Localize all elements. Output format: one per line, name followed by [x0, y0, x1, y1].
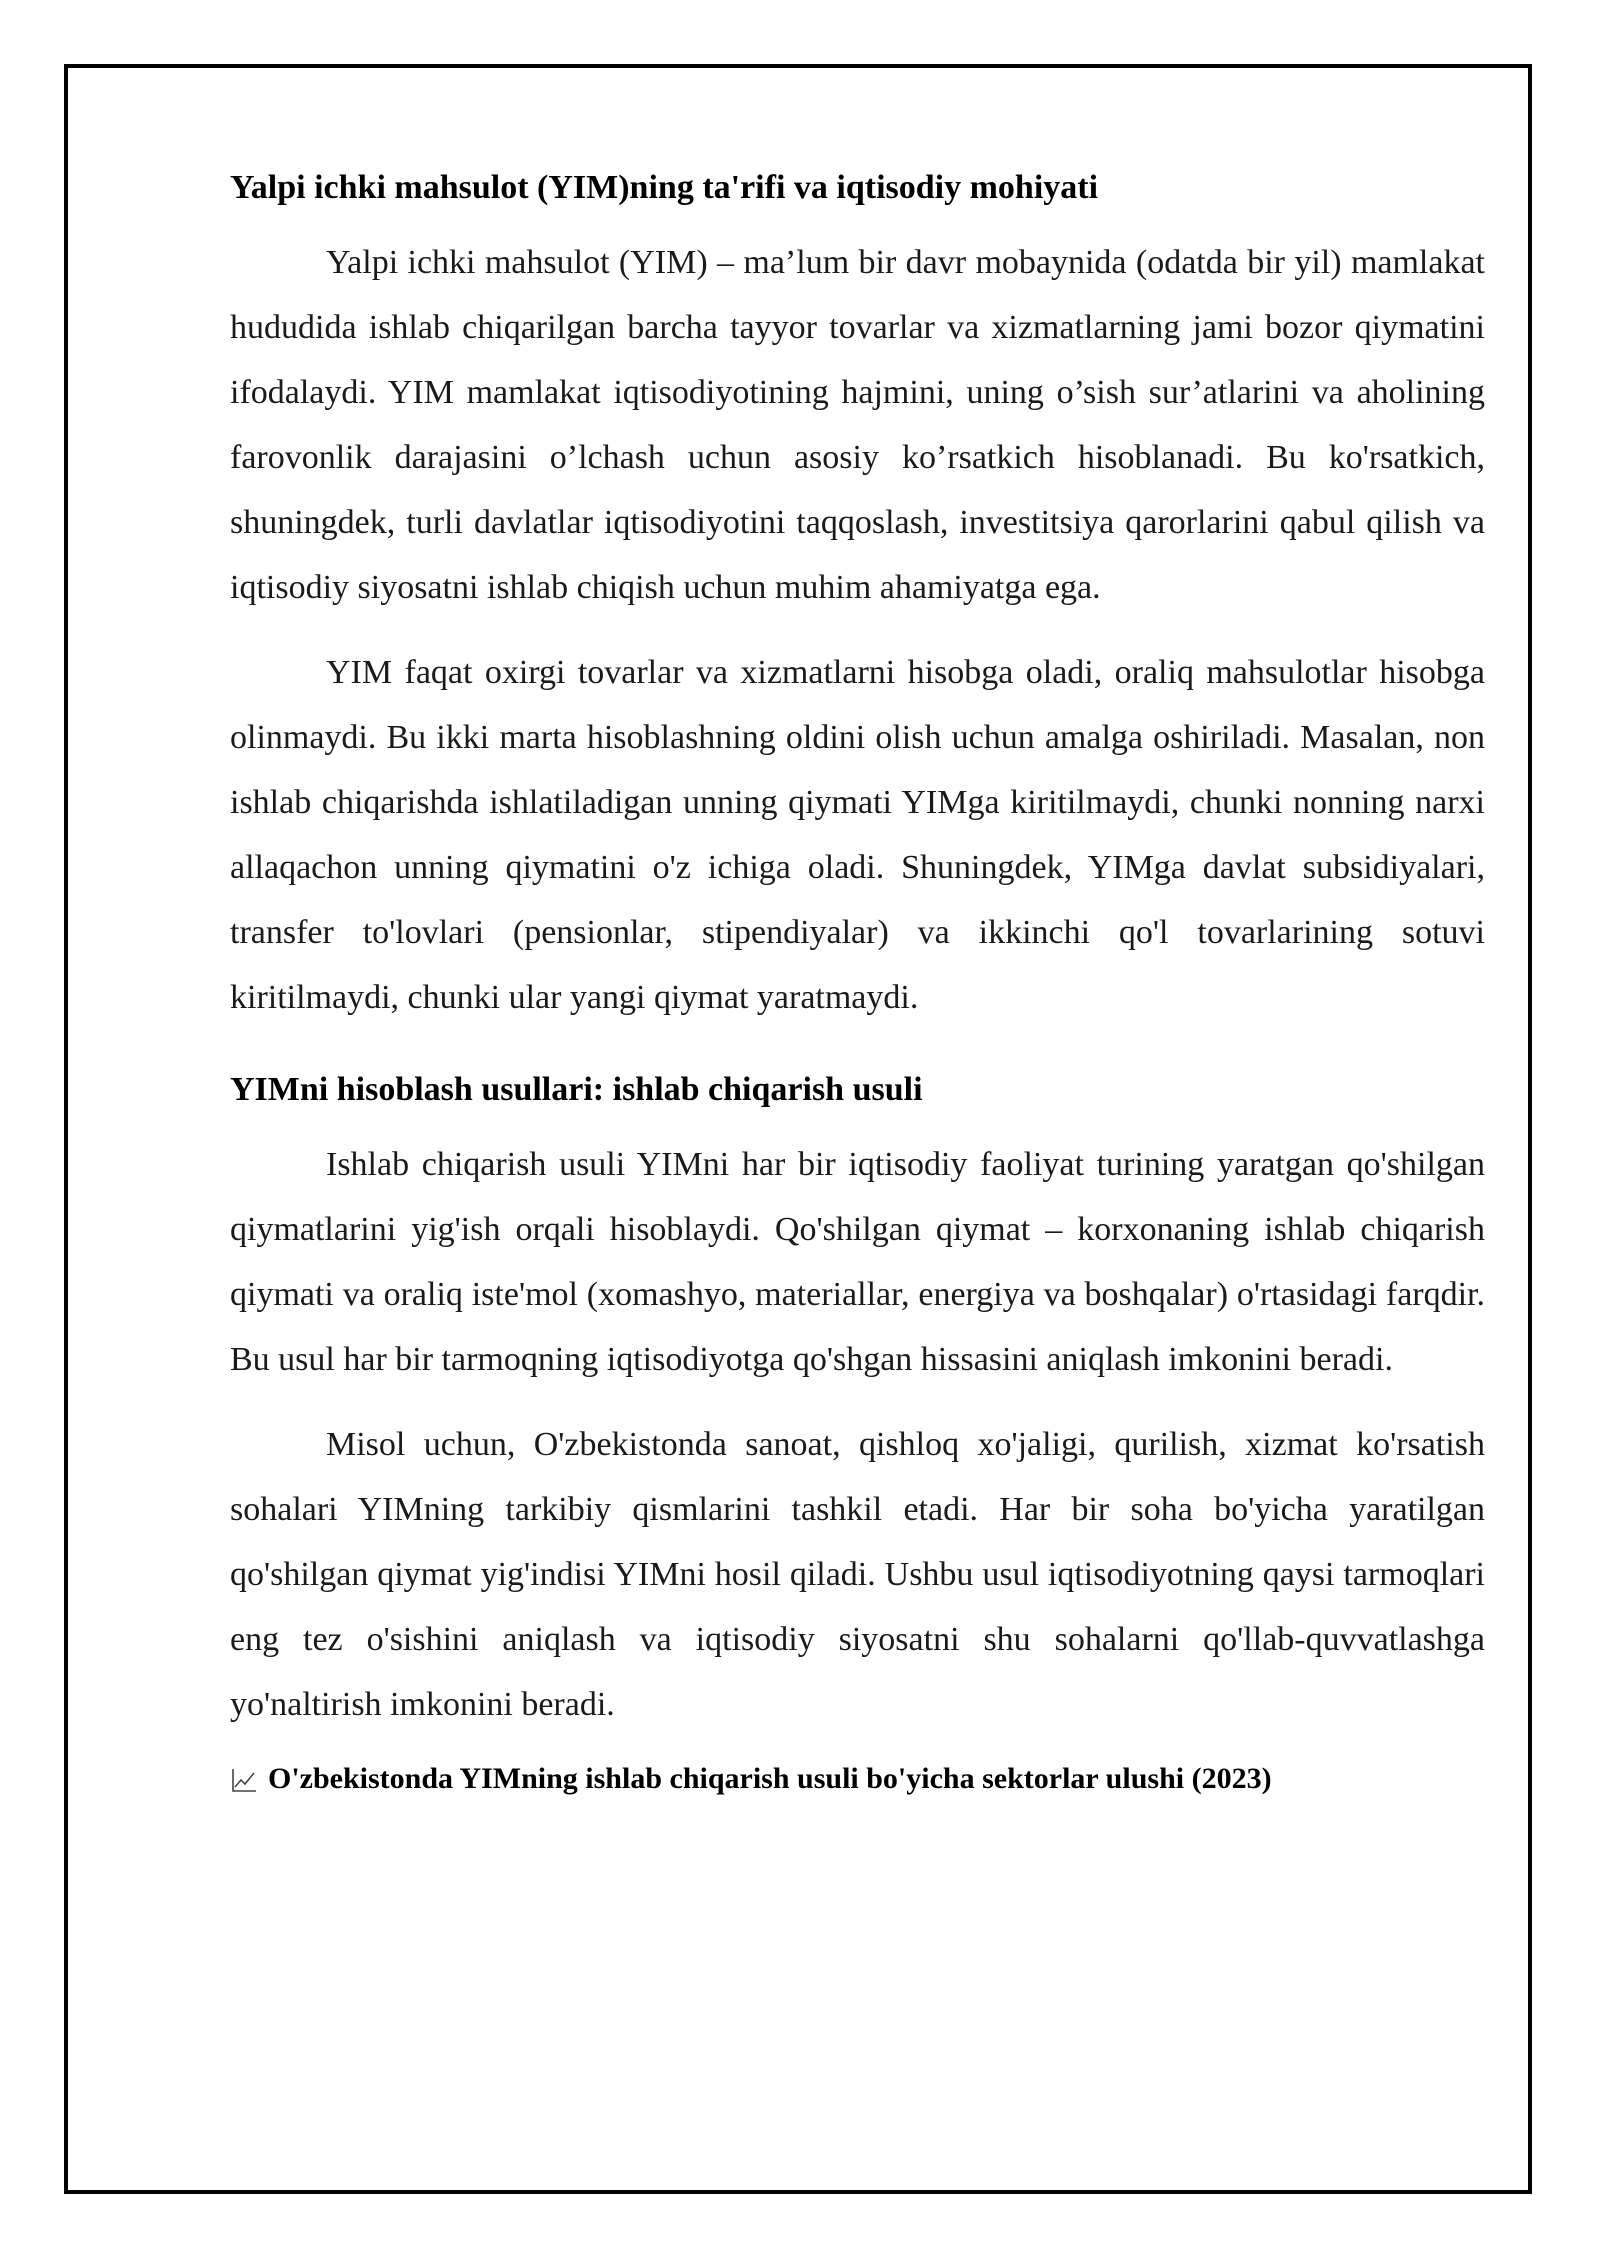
chart-caption-text: O'zbekistonda YIMning ishlab chiqarish usuli bo'yicha sektorlar ulushi (2023): [268, 1762, 1272, 1795]
section-heading-gdp-definition: Yalpi ichki mahsulot (YIM)ning ta'rifi va iqtisodiy mohiyati: [230, 169, 1099, 206]
section-heading-production-method: YIMni hisoblash usullari: ishlab chiqarish usuli: [230, 1071, 923, 1108]
chart-trend-icon: [230, 1765, 258, 1793]
paragraph-uzbekistan-example: Misol uchun, O'zbekistonda sanoat, qishloq xo'jaligi, qurilish, xizmat ko'rsatish sohalari YIMning tarkibiy qismlarini tashkil etadi. Har bir soha bo'yicha yaratilgan qo'shilgan qiymat yig'indisi YIMni hosil qiladi. Ushbu usul iqtisodiyotning qaysi tarmoqlari eng tez o'sishini aniqlash va iqtisodiy siyosatni shu sohalarni qo'llab-quvvatlashga yo'naltirish imkonini beradi.: [230, 1426, 1485, 1723]
paragraph-production-method: Ishlab chiqarish usuli YIMni har bir iqtisodiy faoliyat turining yaratgan qo'shilgan qiymatlarini yig'ish orqali hisoblaydi. Qo'shilgan qiymat – korxonaning ishlab chiqarish qiymati va oraliq iste'mol (xomashyo, materiallar, energiya va boshqalar) o'rtasidagi farqdir. Bu usul har bir tarmoqning iqtisodiyotga qo'shgan hissasini aniqlash imkonini beradi.: [230, 1146, 1485, 1378]
document-body: [230, 168, 1485, 1799]
paragraph-final-goods: YIM faqat oxirgi tovarlar va xizmatlarni hisobga oladi, oraliq mahsulotlar hisobga olinmaydi. Bu ikki marta hisoblashning oldini olish uchun amalga oshiriladi. Masalan, non ishlab chiqarishda ishlatiladigan unning qiymati YIMga kiritilmaydi, chunki nonning narxi allaqachon unning qiymatini o'z ichiga oladi. Shuningdek, YIMga davlat subsidiyalari, transfer to'lovlari (pensionlar, stipendiyalar) va ikkinchi qo'l tovarlarining sotuvi kiritilmaydi, chunki ular yangi qiymat yaratmaydi.: [230, 654, 1485, 1016]
chart-caption: [230, 1759, 1485, 1799]
paragraph-gdp-definition: Yalpi ichki mahsulot (YIM) – ma’lum bir davr mobaynida (odatda bir yil) mamlakat hududida ishlab chiqarilgan barcha tayyor tovarlar va xizmatlarning jami bozor qiymatini ifodalaydi. YIM mamlakat iqtisodiyotining hajmini, uning o’sish sur’atlarini va aholining farovonlik darajasini o’lchash uchun asosiy ko’rsatkich hisoblanadi. Bu ko'rsatkich, shuningdek, turli davlatlar iqtisodiyotini taqqoslash, investitsiya qarorlarini qabul qilish va iqtisodiy siyosatni ishlab chiqish uchun muhim ahamiyatga ega.: [230, 244, 1485, 606]
